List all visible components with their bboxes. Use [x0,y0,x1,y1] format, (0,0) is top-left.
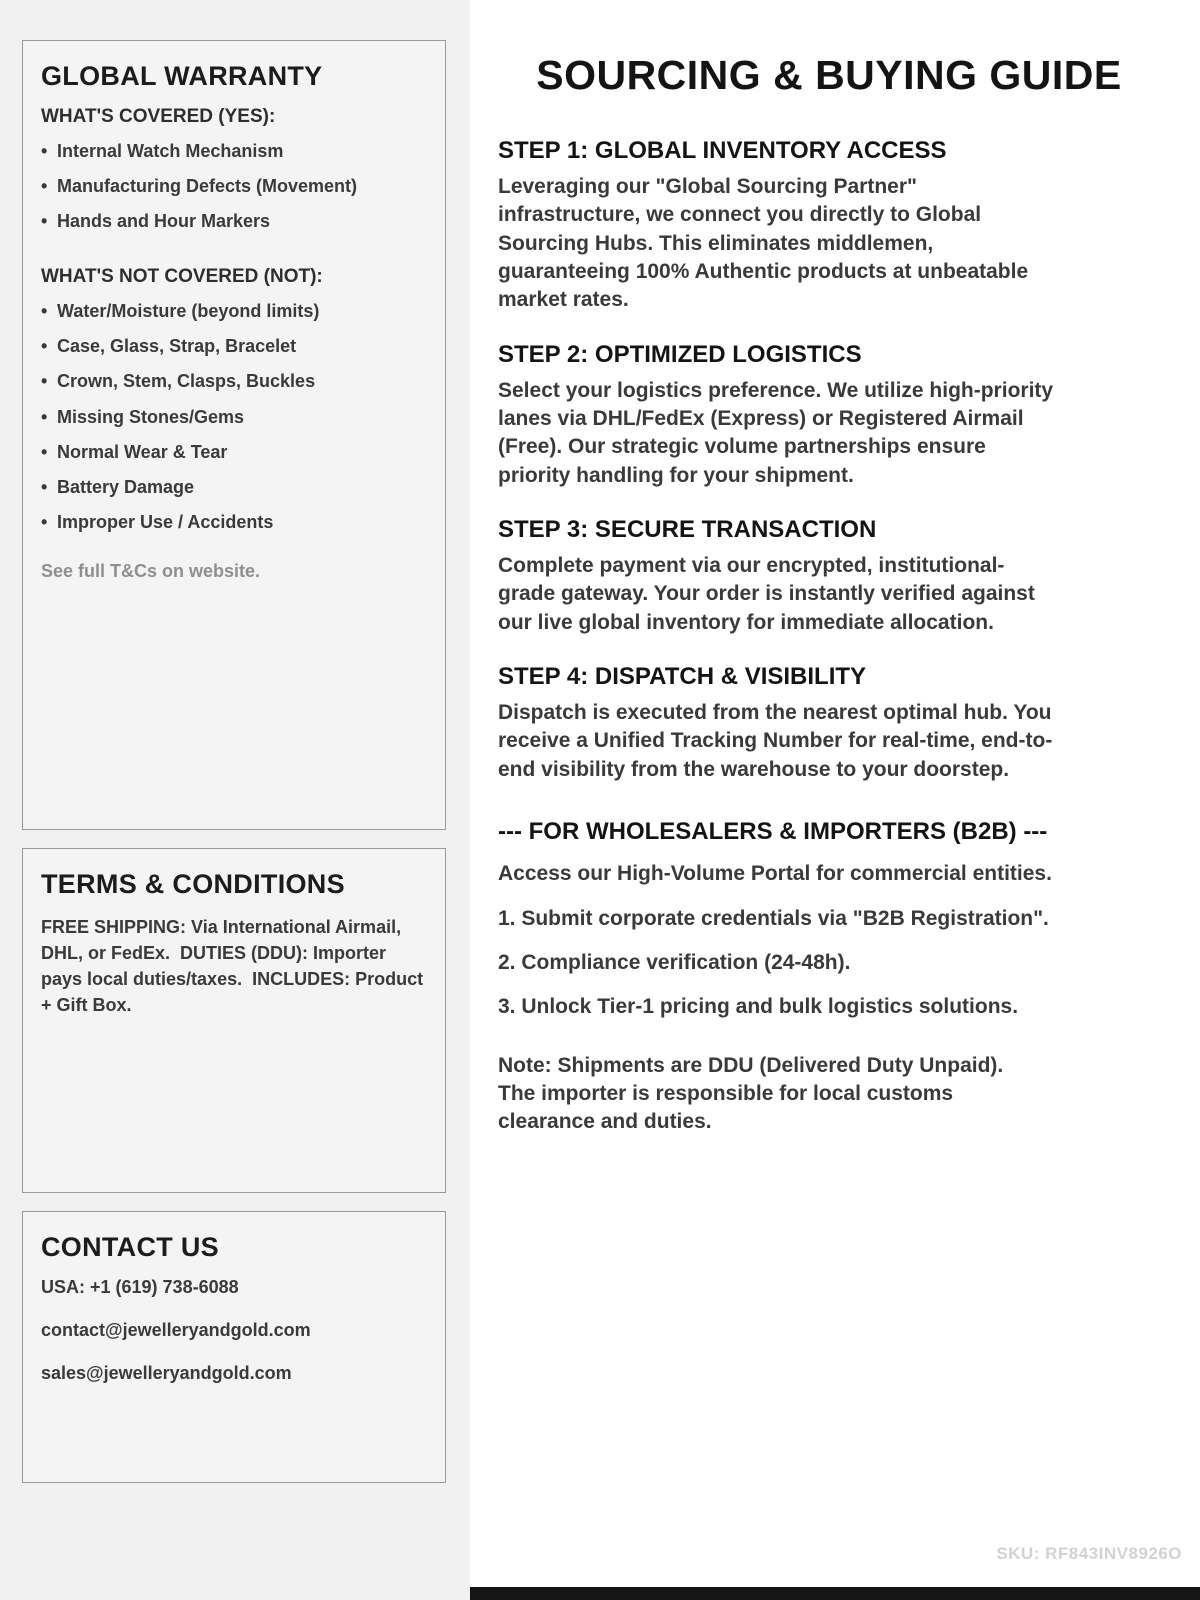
list-item: • Case, Glass, Strap, Bracelet [41,333,427,359]
not-covered-subtitle: WHAT'S NOT COVERED (NOT): [41,266,323,288]
step-1-heading: STEP 1: GLOBAL INVENTORY ACCESS [498,137,947,164]
step-3-section [498,516,1098,637]
step-2-body: Select your logistics preference. We utilize high-priority lanes via DHL/FedEx (Express) or Registered Airmail (Free). Our strategic volume partnerships ensure priority handling for your shipment. [498,378,1054,487]
b2b-item-1: 1. Submit corporate credentials via "B2B Registration". [498,906,1049,930]
step-3-body: Complete payment via our encrypted, institutional-grade gateway. Your order is instantly verified against our live global inventory for immediate allocation. [498,554,1035,634]
list-item: • Crown, Stem, Clasps, Buckles [41,368,427,394]
step-1-section [498,137,1098,315]
covered-list [41,138,427,234]
contact-email-sales: sales@jewelleryandgold.com [41,1363,292,1383]
warranty-footnote: See full T&Cs on website. [41,560,261,581]
b2b-section [498,818,1160,1136]
list-item: • Normal Wear & Tear [41,439,427,465]
contact-phone: USA: +1 (619) 738-6088 [41,1277,239,1297]
list-item: • Hands and Hour Markers [41,208,427,234]
warranty-title: GLOBAL WARRANTY [41,61,323,91]
b2b-item-3: 3. Unlock Tier-1 pricing and bulk logistics solutions. [498,995,1019,1019]
step-1-body: Leveraging our "Global Sourcing Partner" infrastructure, we connect you directly to Global Sourcing Hubs. This eliminates middlemen, guaranteeing 100% Authentic products at unbeatable market rates. [498,175,1029,312]
bottom-bar [470,1587,1200,1600]
contact-box [22,1211,446,1483]
covered-subtitle: WHAT'S COVERED (YES): [41,106,276,127]
list-item: • Internal Watch Mechanism [41,138,427,164]
contact-email-primary: contact@jewelleryandgold.com [41,1320,311,1340]
list-item: • Water/Moisture (beyond limits) [41,298,427,324]
sidebar [0,0,470,1600]
list-item: • Manufacturing Defects (Movement) [41,173,427,199]
b2b-intro: Access our High-Volume Portal for commercial entities. [498,862,1052,886]
step-2-section [498,341,1098,490]
step-4-heading: STEP 4: DISPATCH & VISIBILITY [498,663,867,691]
step-3-heading: STEP 3: SECURE TRANSACTION [498,516,877,544]
b2b-item-2: 2. Compliance verification (24-48h). [498,950,851,974]
contact-title: CONTACT US [41,1232,219,1262]
list-item: • Missing Stones/Gems [41,404,427,430]
step-4-section [498,663,1098,784]
b2b-heading: --- FOR WHOLESALERS & IMPORTERS (B2B) --- [498,818,1048,846]
global-warranty-box [22,40,446,830]
sku-label: SKU: RF843INV8926O [996,1544,1182,1563]
b2b-note: Note: Shipments are DDU (Delivered Duty Unpaid). The importer is responsible for local customs clearance and duties. [498,1053,1004,1134]
step-4-body: Dispatch is executed from the nearest optimal hub. You receive a Unified Tracking Number for real-time, end-to-end visibility from the warehouse to your doorstep. [498,701,1053,781]
terms-body: FREE SHIPPING: Via International Airmail, DHL, or FedEx. DUTIES (DDU): Importer pays local duties/taxes. INCLUDES: Product + Gift Box. [41,917,429,1016]
list-item: • Battery Damage [41,474,427,500]
terms-title: TERMS & CONDITIONS [41,869,345,899]
main-content [470,0,1200,1600]
list-item: • Improper Use / Accidents [41,509,427,535]
page-title: SOURCING & BUYING GUIDE [536,52,1122,98]
step-2-heading: STEP 2: OPTIMIZED LOGISTICS [498,340,862,368]
terms-box [22,848,446,1193]
not-covered-list [41,298,427,535]
